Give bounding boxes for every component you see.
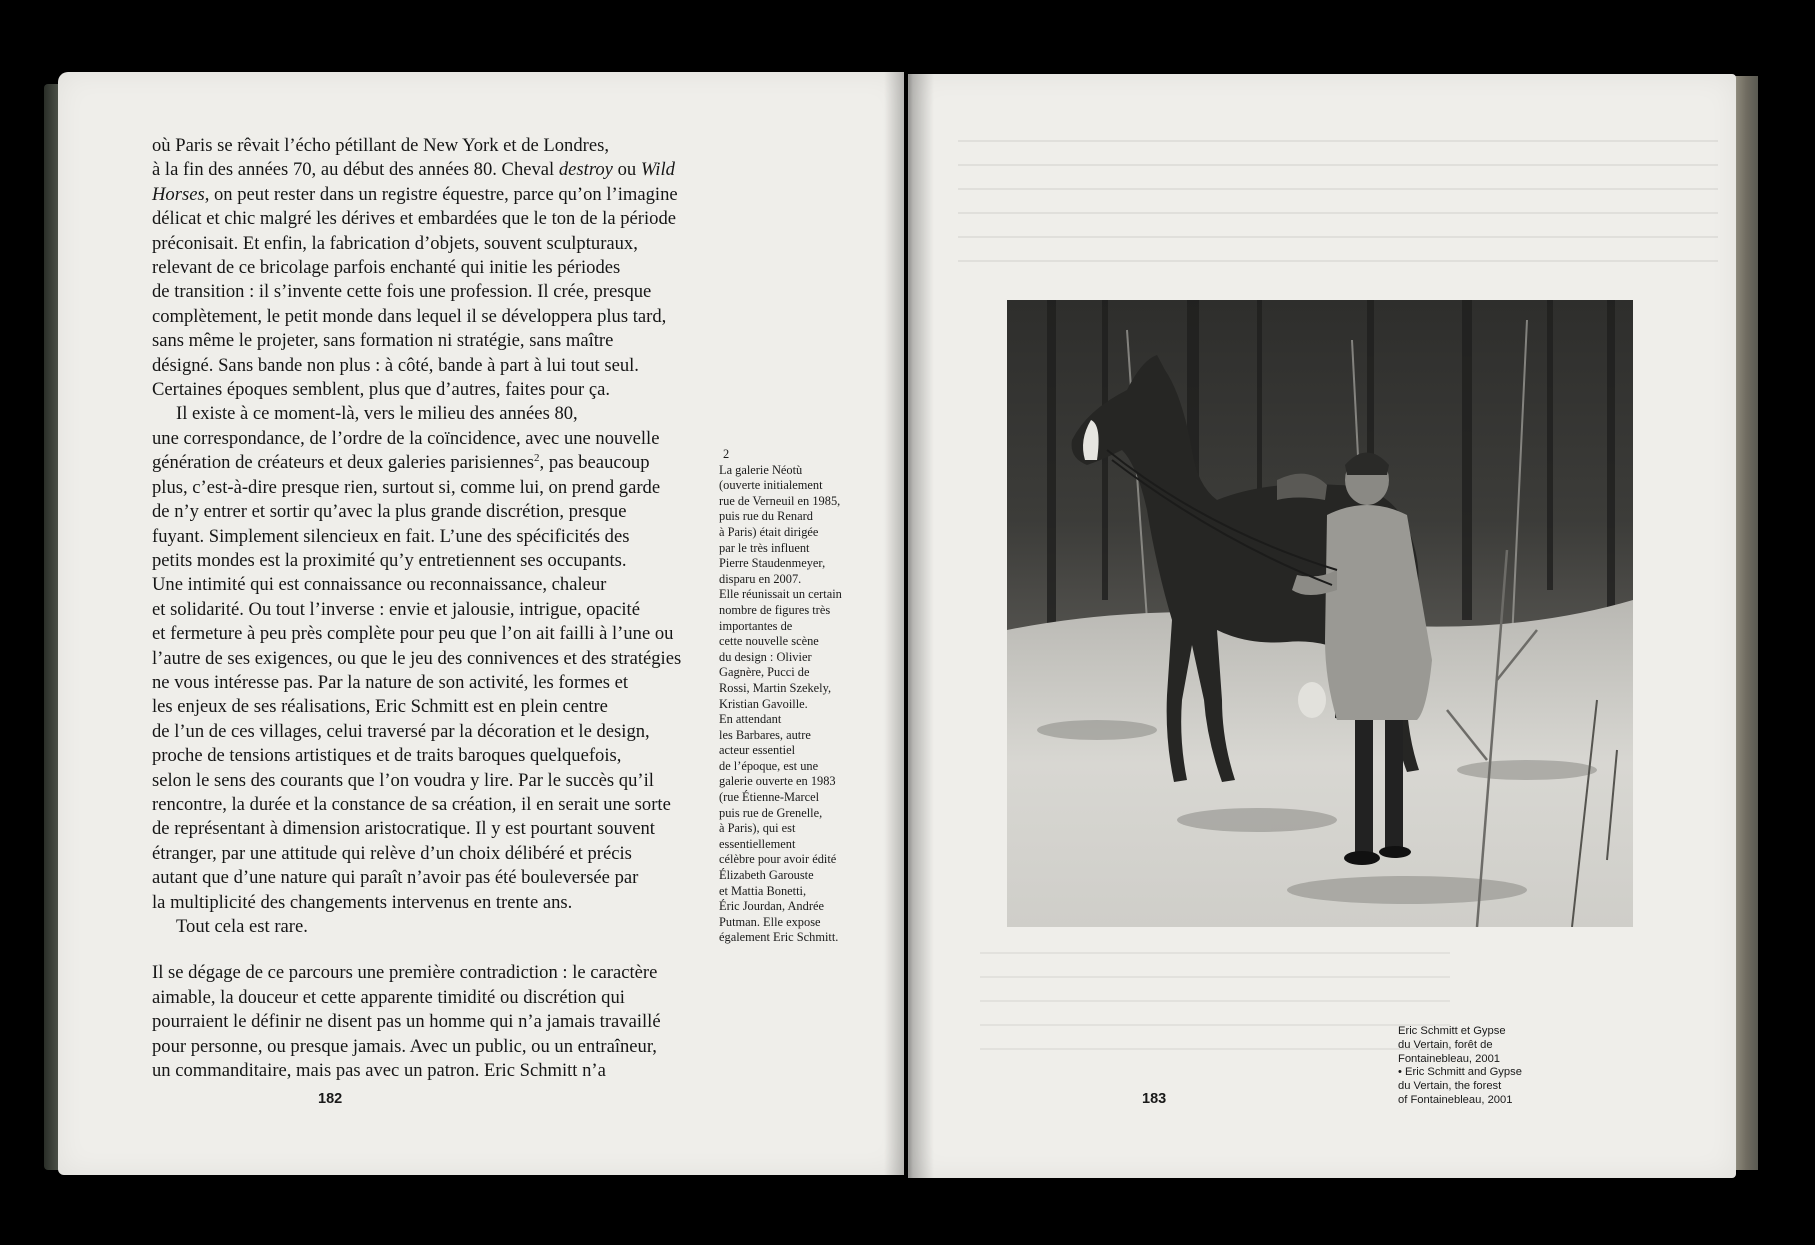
- text: ne vous intéresse pas. Par la nature de son activité, les formes et: [152, 671, 629, 693]
- show-through-text-lower: [980, 952, 1450, 1062]
- text-line: [152, 183, 708, 207]
- text-line: [152, 622, 708, 646]
- text: Tout cela est rare.: [176, 916, 308, 937]
- text-line: [152, 1010, 708, 1034]
- note-line: (ouverte initialement: [719, 478, 823, 493]
- note-line: galerie ouverte en 1983: [719, 774, 836, 789]
- text: la multiplicité des changements intervenus en trente ans.: [152, 891, 573, 913]
- em: Horses: [152, 183, 205, 205]
- text: étranger, par une attitude qui relève d’un choix délibéré et précis: [152, 842, 632, 864]
- caption-line: du Vertain, the forest: [1398, 1080, 1502, 1093]
- page-number-right: 183: [1142, 1091, 1167, 1107]
- note-line: de l’époque, est une: [719, 758, 819, 773]
- text: Certaines époques semblent, plus que d’autres, faites pour ça.: [152, 379, 610, 401]
- text-line: [152, 842, 708, 866]
- em: destroy: [558, 159, 613, 181]
- note-line: acteur essentiel: [719, 743, 796, 758]
- text-line: [152, 476, 708, 500]
- note-line: du design : Olivier: [719, 649, 812, 664]
- text-line: [152, 961, 708, 985]
- text-line: [152, 891, 708, 915]
- text-line: [152, 671, 708, 695]
- note-line: puis rue du Renard: [719, 509, 813, 524]
- text-line: [152, 378, 708, 402]
- text: où Paris se rêvait l’écho pétillant de New York et de Londres,: [152, 135, 609, 156]
- note-line: Putman. Elle expose: [719, 914, 821, 929]
- text-line: [152, 817, 708, 841]
- note-line: à Paris), qui est: [719, 821, 796, 836]
- text: complètement, le petit monde dans lequel il se développera plus tard,: [152, 305, 667, 327]
- note-line: nombre de figures très: [719, 602, 831, 617]
- text: de transition : il s’invente cette fois une profession. Il crée, presque: [152, 281, 652, 303]
- note-line: rue de Verneuil en 1985,: [719, 493, 841, 508]
- text: un commanditaire, mais pas avec un patron. Eric Schmitt n’a: [152, 1060, 606, 1082]
- text: de l’un de ces villages, celui traversé par la décoration et le design,: [152, 720, 650, 742]
- text: Il se dégage de ce parcours une première contradiction : le caractère: [152, 962, 658, 984]
- text-line: [152, 402, 708, 426]
- page-number-left: 182: [318, 1091, 343, 1107]
- text-line: [152, 525, 708, 549]
- note-line: à Paris) était dirigée: [719, 524, 819, 539]
- em2: Wild: [640, 159, 675, 181]
- note-line: également Eric Schmitt.: [719, 930, 839, 945]
- text: aimable, la douceur et cette apparente timidité ou discrétion qui: [152, 986, 625, 1008]
- note-line: et Mattia Bonetti,: [719, 883, 807, 898]
- text-line: [152, 280, 708, 304]
- text: génération de créateurs et deux galeries parisiennes: [152, 452, 535, 474]
- photo-caption: [1398, 1025, 1598, 1108]
- after: , on peut rester dans un registre équestre, parce qu’on l’imagine: [204, 183, 678, 205]
- text: relevant de ce bricolage parfois enchanté qui initie les périodes: [152, 257, 621, 279]
- text-line: [152, 256, 708, 280]
- text: de n’y entrer et sortir qu’avec la plus grande discrétion, presque: [152, 501, 627, 523]
- text: à la fin des années 70, au début des années 80. Cheval: [152, 159, 559, 181]
- text: pour personne, ou presque jamais. Avec un public, ou un entraîneur,: [152, 1035, 657, 1057]
- text: Il existe à ce moment-là, vers le milieu des années 80,: [176, 403, 578, 425]
- text-line: [152, 427, 708, 451]
- text-line: [152, 793, 708, 817]
- text: petits mondes est la proximité qu’y entretiennent ses occupants.: [152, 549, 627, 571]
- text-line: [152, 134, 708, 158]
- note-line: célèbre pour avoir édité: [719, 852, 837, 867]
- note-line: cette nouvelle scène: [719, 634, 819, 649]
- note-line: disparu en 2007.: [719, 571, 802, 586]
- text: autant que d’une nature qui paraît n’avoir pas été bouleversée par: [152, 867, 639, 889]
- text-line: [152, 744, 708, 768]
- after: ou: [612, 159, 641, 181]
- text-line: [152, 915, 708, 939]
- note-line: Gagnère, Pucci de: [719, 665, 810, 680]
- text-line: [152, 354, 708, 378]
- note-line: Kristian Gavoille.: [719, 696, 808, 711]
- text-line: [152, 451, 708, 475]
- note-line: par le très influent: [719, 540, 810, 555]
- caption-line: of Fontainebleau, 2001: [1398, 1093, 1513, 1106]
- text-line: [152, 500, 708, 524]
- after: , pas beaucoup: [539, 452, 650, 474]
- photo-horse-man-snow: [1007, 300, 1633, 927]
- text: délicat et chic malgré les dérives et embardées que le ton de la période: [152, 208, 677, 230]
- text: plus, c’est-à-dire presque rien, surtout si, comme lui, on prend garde: [152, 476, 661, 498]
- text-line: [152, 1035, 708, 1059]
- text: pourraient le définir ne disent pas un homme qui n’a jamais travaillé: [152, 1011, 661, 1033]
- note-line: La galerie Néotù: [719, 462, 803, 477]
- photo-illustration: [1007, 300, 1633, 927]
- note-line: Élizabeth Garouste: [719, 868, 814, 883]
- text: les enjeux de ses réalisations, Eric Schmitt est en plein centre: [152, 696, 608, 718]
- text-line: [152, 207, 708, 231]
- text: fuyant. Simplement silencieux en fait. L’une des spécificités des: [152, 525, 630, 547]
- caption-line: • Eric Schmitt and Gypse: [1398, 1066, 1522, 1079]
- note-line: essentiellement: [719, 836, 796, 851]
- text: et solidarité. Ou tout l’inverse : envie et jalousie, intrigue, opacité: [152, 598, 640, 620]
- note-line: Éric Jourdan, Andrée: [719, 899, 824, 914]
- paragraph-gap: [152, 939, 708, 961]
- text-line: [152, 305, 708, 329]
- text: rencontre, la durée et la constance de sa création, il en serait une sorte: [152, 793, 671, 815]
- text-line: [152, 695, 708, 719]
- text-line: [152, 1059, 708, 1083]
- note-line: les Barbares, autre: [719, 727, 811, 742]
- text-line: [152, 549, 708, 573]
- text: l’autre de ses exigences, ou que le jeu des connivences et des stratégies: [152, 647, 682, 669]
- show-through-text: [958, 140, 1718, 290]
- text-line: [152, 573, 708, 597]
- text-line: [152, 232, 708, 256]
- text: et fermeture à peu près complète pour peu que l’on ait failli à l’une ou: [152, 623, 674, 645]
- note-line: Pierre Staudenmeyer,: [719, 556, 826, 571]
- caption-line: du Vertain, forêt de: [1398, 1038, 1493, 1051]
- note-line: En attendant: [719, 712, 782, 727]
- text-line: [152, 986, 708, 1010]
- text-line: [152, 866, 708, 890]
- text-line: [152, 720, 708, 744]
- note-line: importantes de: [719, 618, 793, 633]
- text: selon le sens des courants que l’on voudra y lire. Par le succès qu’il: [152, 769, 654, 791]
- note-text: [719, 463, 871, 946]
- text-line: [152, 598, 708, 622]
- note-line: (rue Étienne-Marcel: [719, 790, 820, 805]
- main-body-text: [152, 134, 708, 1083]
- text: sans même le projeter, sans formation ni stratégie, sans maître: [152, 330, 614, 352]
- text: préconisait. Et enfin, la fabrication d’objets, souvent sculpturaux,: [152, 232, 638, 254]
- text: Une intimité qui est connaissance ou reconnaissance, chaleur: [152, 574, 607, 596]
- text: une correspondance, de l’ordre de la coïncidence, avec une nouvelle: [152, 427, 660, 449]
- sup: 2: [534, 452, 540, 465]
- note-number: 2: [723, 447, 730, 461]
- note-line: puis rue de Grenelle,: [719, 805, 823, 820]
- side-note: [719, 447, 871, 946]
- text-line: [152, 769, 708, 793]
- text: proche de tensions artistiques et de traits baroques quelquefois,: [152, 745, 622, 767]
- text-line: [152, 329, 708, 353]
- text-line: [152, 647, 708, 671]
- text: désigné. Sans bande non plus : à côté, bande à part à lui tout seul.: [152, 354, 639, 376]
- note-line: Elle réunissait un certain: [719, 587, 842, 602]
- caption-line: Fontainebleau, 2001: [1398, 1052, 1501, 1065]
- text: de représentant à dimension aristocratique. Il y est pourtant souvent: [152, 818, 655, 840]
- book-gutter: [884, 72, 934, 1178]
- text-line: [152, 158, 708, 182]
- caption-line: Eric Schmitt et Gypse: [1398, 1025, 1506, 1037]
- note-line: Rossi, Martin Szekely,: [719, 680, 832, 695]
